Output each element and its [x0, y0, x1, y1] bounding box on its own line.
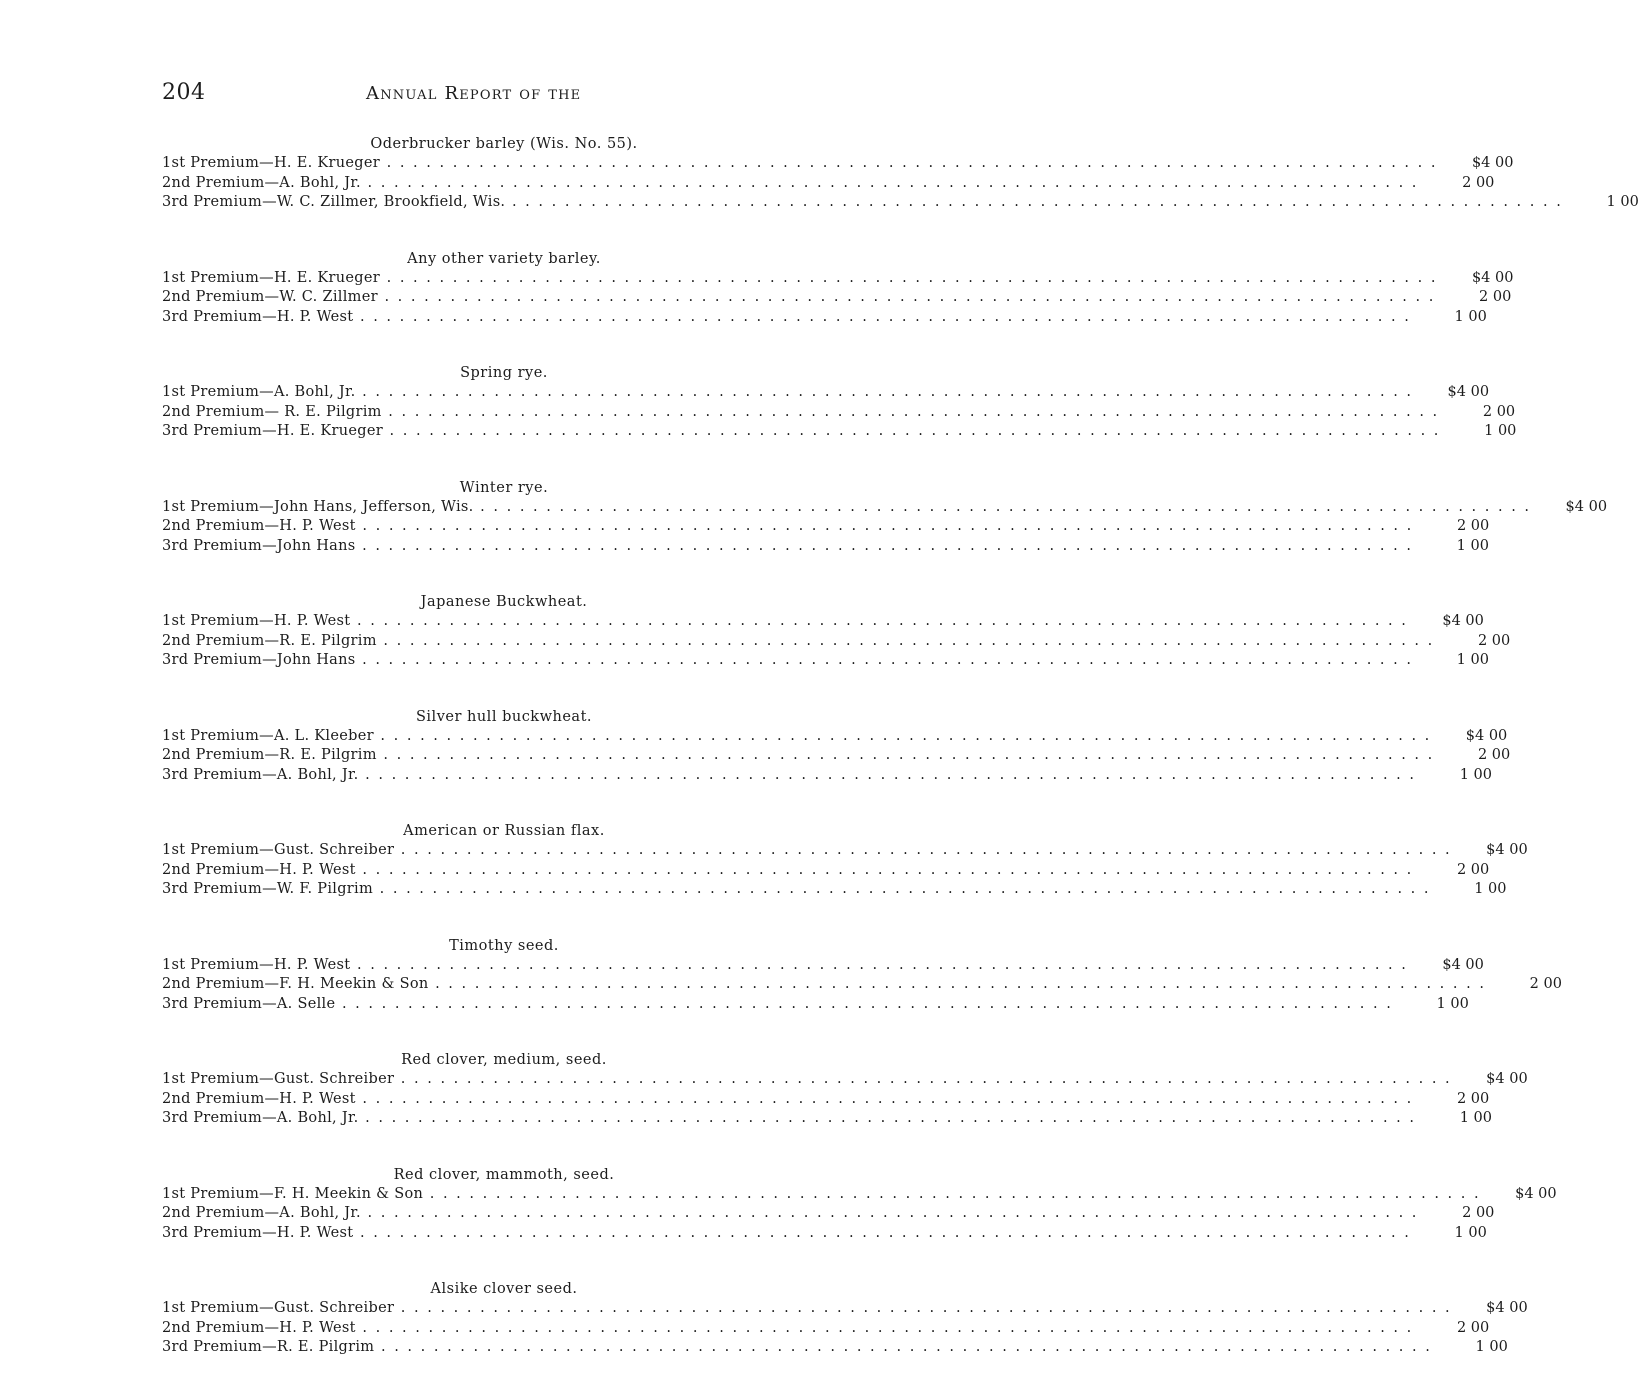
premium-amount: 1 00: [1459, 1110, 1492, 1126]
premium-row: [162, 1090, 1490, 1110]
premium-section: [162, 478, 1608, 557]
premium-amount: 1 00: [1436, 995, 1469, 1012]
premium-entry-text: 1st Premium—Gust. Schreiber: [162, 842, 395, 858]
premium-entry: [162, 1319, 1443, 1339]
premium-amount: 1 00: [1456, 537, 1489, 554]
premium-amount: 2 00: [1456, 861, 1490, 878]
premium-entry-text: 1st Premium—H. E. Krueger: [162, 269, 380, 286]
premium-entry: [162, 383, 1443, 403]
dot-leader: . . . . . . . . . . . . . . . . . . . . . . . . . . . . . . . . . . . . . . . . . . . . . . . . . . . . . . . . . . . . . . . . . . . . . . . . . . . . . . . .: [353, 308, 1411, 325]
premium-entry: [162, 288, 1465, 308]
premium-amount: 2 00: [1456, 1090, 1490, 1107]
premium-entry-text: 2nd Premium—H. P. West: [162, 1319, 356, 1336]
premium-entry-text: 3rd Premium—W. F. Pilgrim: [162, 881, 374, 897]
section-title: Any other variety barley.: [407, 250, 601, 267]
section-title: Alsike clover seed.: [430, 1281, 578, 1297]
premium-amount: $4 00: [1447, 384, 1490, 400]
premium-entry: [162, 861, 1443, 881]
premium-entry: [162, 612, 1438, 632]
section-title: American or Russian flax.: [403, 823, 605, 839]
dot-leader: . . . . . . . . . . . . . . . . . . . . . . . . . . . . . . . . . . . . . . . . . . . . . . . . . . . . . . . . . . . . . . . . . . . . . . . . . . . . . . . .: [360, 1205, 1419, 1221]
premium-entry-text: 3rd Premium—W. C. Zillmer, Brookfield, Wis.: [162, 194, 506, 210]
premium-entry: [162, 1185, 1511, 1205]
premium-section: [162, 936, 1562, 1015]
premium-entry-text: 1st Premium—Gust. Schreiber: [162, 1071, 395, 1087]
dot-leader: . . . . . . . . . . . . . . . . . . . . . . . . . . . . . . . . . . . . . . . . . . . . . . . . . . . . . . . . . . . . . . . . . . . . . . . . . . . . . . . .: [358, 1110, 1416, 1126]
dot-leader: . . . . . . . . . . . . . . . . . . . . . . . . . . . . . . . . . . . . . . . . . . . . . . . . . . . . . . . . . . . . . . . . . . . . . . . . . . . . . . . .: [377, 289, 1436, 305]
premium-amount: 1 00: [1456, 652, 1489, 668]
premium-entry: [162, 841, 1482, 861]
dot-leader: . . . . . . . . . . . . . . . . . . . . . . . . . . . . . . . . . . . . . . . . . . . . . . . . . . . . . . . . . . . . . . . . . . . . . . . . . . . . . . . .: [423, 1185, 1481, 1202]
premium-amount: 2 00: [1456, 1319, 1490, 1336]
premium-entry: [162, 1204, 1448, 1224]
premium-entry: [162, 517, 1443, 537]
premium-amount: 2 00: [1479, 289, 1512, 305]
premium-entry-text: 1st Premium—A. L. Kleeber: [162, 727, 374, 744]
section-title: Japanese Buckwheat.: [420, 594, 588, 610]
premium-entry-text: 3rd Premium—H. E. Krueger: [162, 423, 383, 439]
premium-amount: 2 00: [1477, 632, 1511, 649]
page-number: 204: [162, 80, 206, 105]
premium-entry: [162, 1224, 1441, 1244]
dot-leader: . . . . . . . . . . . . . . . . . . . . . . . . . . . . . . . . . . . . . . . . . . . . . . . . . . . . . . . . . . . . . . . . . . . . . . . . . . . . . . . .: [358, 766, 1416, 783]
premium-amount: 1 00: [1475, 1339, 1508, 1355]
premium-amount: 2 00: [1477, 747, 1511, 763]
dot-leader: . . . . . . . . . . . . . . . . . . . . . . . . . . . . . . . . . . . . . . . . . . . . . . . . . . . . . . . . . . . . . . . . . . . . . . . . . . . . . . . .: [505, 194, 1563, 210]
premium-row: [162, 422, 1517, 442]
dot-leader: . . . . . . . . . . . . . . . . . . . . . . . . . . . . . . . . . . . . . . . . . . . . . . . . . . . . . . . . . . . . . . . . . . . . . . . . . . . . . . . .: [355, 537, 1413, 554]
premium-entry: [162, 193, 1593, 213]
premium-entry-text: 2nd Premium—R. E. Pilgrim: [162, 747, 377, 763]
premium-amount: $4 00: [1471, 269, 1514, 286]
premium-entry-text: 2nd Premium—A. Bohl, Jr.: [162, 174, 361, 191]
premium-amount: 2 00: [1529, 976, 1562, 992]
dot-leader: . . . . . . . . . . . . . . . . . . . . . . . . . . . . . . . . . . . . . . . . . . . . . . . . . . . . . . . . . . . . . . . . . . . . . . . . . . . . . . . .: [376, 747, 1435, 763]
premium-amount: $4 00: [1565, 498, 1608, 515]
premium-entry-text: 3rd Premium—John Hans: [162, 537, 356, 554]
premium-row: [162, 1299, 1528, 1319]
section-title: Red clover, medium, seed.: [401, 1052, 607, 1068]
premium-row: [162, 193, 1639, 213]
premium-row: [162, 1204, 1495, 1224]
dot-leader: . . . . . . . . . . . . . . . . . . . . . . . . . . . . . . . . . . . . . . . . . . . . . . . . . . . . . . . . . . . . . . . . . . . . . . . . . . . . . . . .: [373, 881, 1431, 897]
premium-entry: [162, 1109, 1446, 1129]
premium-section: [162, 363, 1517, 442]
premium-row: [162, 1109, 1492, 1129]
dot-leader: . . . . . . . . . . . . . . . . . . . . . . . . . . . . . . . . . . . . . . . . . . . . . . . . . . . . . . . . . . . . . . . . . . . . . . . . . . . . . . . .: [355, 384, 1414, 400]
premium-amount: $4 00: [1442, 613, 1484, 629]
premium-entry: [162, 746, 1464, 766]
dot-leader: . . . . . . . . . . . . . . . . . . . . . . . . . . . . . . . . . . . . . . . . . . . . . . . . . . . . . . . . . . . . . . . . . . . . . . . . . . . . . . . .: [373, 727, 1432, 744]
premium-entry: [162, 766, 1446, 786]
premium-row: [162, 612, 1484, 632]
premium-entry-text: 1st Premium—H. P. West: [162, 956, 351, 973]
premium-row: [162, 746, 1511, 766]
premium-entry-text: 3rd Premium—R. E. Pilgrim: [162, 1339, 375, 1355]
premium-amount: 2 00: [1482, 403, 1516, 420]
premium-entry: [162, 174, 1448, 194]
premium-row: [162, 727, 1508, 747]
premium-row: [162, 1224, 1487, 1244]
dot-leader: . . . . . . . . . . . . . . . . . . . . . . . . . . . . . . . . . . . . . . . . . . . . . . . . . . . . . . . . . . . . . . . . . . . . . . . . . . . . . . . .: [428, 976, 1486, 992]
dot-leader: . . . . . . . . . . . . . . . . . . . . . . . . . . . . . . . . . . . . . . . . . . . . . . . . . . . . . . . . . . . . . . . . . . . . . . . . . . . . . . . .: [355, 1090, 1414, 1107]
dot-leader: . . . . . . . . . . . . . . . . . . . . . . . . . . . . . . . . . . . . . . . . . . . . . . . . . . . . . . . . . . . . . . . . . . . . . . . . . . . . . . . .: [353, 1224, 1411, 1241]
premium-amount: 2 00: [1456, 518, 1490, 534]
premium-row: [162, 269, 1514, 289]
premium-amount: $4 00: [1486, 1300, 1528, 1316]
premium-amount: $4 00: [1465, 727, 1508, 744]
premium-amount: $4 00: [1486, 1071, 1528, 1087]
page-header: [162, 80, 816, 110]
premium-entry-text: 2nd Premium—W. C. Zillmer: [162, 289, 378, 305]
premium-entry: [162, 651, 1443, 671]
premium-row: [162, 880, 1507, 900]
dot-leader: . . . . . . . . . . . . . . . . . . . . . . . . . . . . . . . . . . . . . . . . . . . . . . . . . . . . . . . . . . . . . . . . . . . . . . . . . . . . . . . .: [360, 174, 1419, 191]
premium-amount: 1 00: [1606, 194, 1639, 210]
dot-leader: . . . . . . . . . . . . . . . . . . . . . . . . . . . . . . . . . . . . . . . . . . . . . . . . . . . . . . . . . . . . . . . . . . . . . . . . . . . . . . . .: [355, 861, 1414, 878]
premium-row: [162, 1319, 1490, 1339]
dot-leader: . . . . . . . . . . . . . . . . . . . . . . . . . . . . . . . . . . . . . . . . . . . . . . . . . . . . . . . . . . . . . . . . . . . . . . . . . . . . . . . .: [394, 1300, 1452, 1316]
dot-leader: . . . . . . . . . . . . . . . . . . . . . . . . . . . . . . . . . . . . . . . . . . . . . . . . . . . . . . . . . . . . . . . . . . . . . . . . . . . . . . . .: [355, 652, 1413, 668]
premium-entry: [162, 975, 1516, 995]
premium-amount: 2 00: [1462, 1205, 1495, 1221]
premium-section: [162, 134, 1639, 213]
premium-entry-text: 1st Premium—Gust. Schreiber: [162, 1300, 395, 1316]
premium-entry: [162, 880, 1461, 900]
section-title: Silver hull buckwheat.: [415, 708, 593, 725]
premium-entry-text: 2nd Premium—A. Bohl, Jr.: [162, 1205, 361, 1221]
premium-entry-text: 3rd Premium—A. Selle: [162, 995, 336, 1012]
premium-amount: $4 00: [1486, 842, 1528, 858]
premium-entry-text: 3rd Premium—A. Bohl, Jr.: [162, 1110, 359, 1126]
premium-entry-text: 1st Premium—H. E. Krueger: [162, 155, 380, 171]
premium-entry-text: 3rd Premium—John Hans: [162, 652, 356, 668]
dot-leader: . . . . . . . . . . . . . . . . . . . . . . . . . . . . . . . . . . . . . . . . . . . . . . . . . . . . . . . . . . . . . . . . . . . . . . . . . . . . . . . .: [355, 1319, 1414, 1336]
premium-row: [162, 498, 1608, 518]
premium-amount: 1 00: [1484, 423, 1517, 439]
premium-amount: 1 00: [1459, 766, 1492, 783]
dot-leader: . . . . . . . . . . . . . . . . . . . . . . . . . . . . . . . . . . . . . . . . . . . . . . . . . . . . . . . . . . . . . . . . . . . . . . . . . . . . . . . .: [350, 613, 1408, 629]
premium-row: [162, 632, 1511, 652]
premium-amount: 1 00: [1454, 1224, 1487, 1241]
premium-entry-text: 1st Premium—F. H. Meekin & Son: [162, 1185, 424, 1202]
premium-row: [162, 1338, 1508, 1358]
premium-amount: $4 00: [1471, 155, 1514, 171]
dot-leader: . . . . . . . . . . . . . . . . . . . . . . . . . . . . . . . . . . . . . . . . . . . . . . . . . . . . . . . . . . . . . . . . . . . . . . . . . . . . . . . .: [376, 632, 1435, 649]
premium-row: [162, 651, 1489, 671]
dot-leader: . . . . . . . . . . . . . . . . . . . . . . . . . . . . . . . . . . . . . . . . . . . . . . . . . . . . . . . . . . . . . . . . . . . . . . . . . . . . . . . .: [380, 269, 1438, 286]
premium-entry-text: 2nd Premium—H. P. West: [162, 1090, 356, 1107]
section-title: Timothy seed.: [449, 937, 559, 954]
dot-leader: . . . . . . . . . . . . . . . . . . . . . . . . . . . . . . . . . . . . . . . . . . . . . . . . . . . . . . . . . . . . . . . . . . . . . . . . . . . . . . . .: [394, 842, 1452, 858]
premium-entry: [162, 995, 1423, 1015]
dot-leader: . . . . . . . . . . . . . . . . . . . . . . . . . . . . . . . . . . . . . . . . . . . . . . . . . . . . . . . . . . . . . . . . . . . . . . . . . . . . . . . .: [382, 423, 1441, 439]
premium-entry: [162, 1299, 1482, 1319]
dot-leader: . . . . . . . . . . . . . . . . . . . . . . . . . . . . . . . . . . . . . . . . . . . . . . . . . . . . . . . . . . . . . . . . . . . . . . . . . . . . . . . .: [350, 956, 1408, 973]
premium-entry-text: 2nd Premium—H. P. West: [162, 861, 356, 878]
premium-entry: [162, 632, 1464, 652]
premium-entry: [162, 956, 1438, 976]
premium-entry-text: 2nd Premium—R. E. Pilgrim: [162, 632, 377, 649]
premium-entry: [162, 422, 1470, 442]
section-title: Winter rye.: [459, 479, 549, 496]
dot-leader: . . . . . . . . . . . . . . . . . . . . . . . . . . . . . . . . . . . . . . . . . . . . . . . . . . . . . . . . . . . . . . . . . . . . . . . . . . . . . . . .: [355, 518, 1414, 534]
premium-entry: [162, 154, 1467, 174]
premium-row: [162, 1070, 1528, 1090]
dot-leader: . . . . . . . . . . . . . . . . . . . . . . . . . . . . . . . . . . . . . . . . . . . . . . . . . . . . . . . . . . . . . . . . . . . . . . . . . . . . . . . .: [381, 403, 1440, 420]
section-title: Red clover, mammoth, seed.: [393, 1166, 615, 1183]
premium-row: [162, 956, 1484, 976]
premium-row: [162, 383, 1490, 403]
premium-entry: [162, 537, 1443, 557]
premium-row: [162, 1185, 1557, 1205]
premium-row: [162, 174, 1495, 194]
premium-row: [162, 537, 1489, 557]
premium-entry-text: 2nd Premium—H. P. West: [162, 518, 356, 534]
premium-amount: 1 00: [1474, 881, 1507, 897]
premium-section: [162, 1050, 1528, 1129]
premium-row: [162, 861, 1490, 881]
premium-amount: 1 00: [1454, 308, 1487, 325]
premium-section: [162, 821, 1528, 900]
premium-entry-text: 1st Premium—A. Bohl, Jr.: [162, 384, 356, 400]
premium-entry-text: 1st Premium—H. P. West: [162, 613, 351, 629]
premium-entry: [162, 308, 1441, 328]
dot-leader: . . . . . . . . . . . . . . . . . . . . . . . . . . . . . . . . . . . . . . . . . . . . . . . . . . . . . . . . . . . . . . . . . . . . . . . . . . . . . . . .: [394, 1071, 1452, 1087]
premium-entry-text: 3rd Premium—H. P. West: [162, 308, 354, 325]
premium-section: [162, 1279, 1528, 1358]
premium-row: [162, 841, 1528, 861]
premium-entry-text: 1st Premium—John Hans, Jefferson, Wis.: [162, 498, 474, 515]
premium-entry-text: 3rd Premium—A. Bohl, Jr.: [162, 766, 359, 783]
dot-leader: . . . . . . . . . . . . . . . . . . . . . . . . . . . . . . . . . . . . . . . . . . . . . . . . . . . . . . . . . . . . . . . . . . . . . . . . . . . . . . . .: [380, 155, 1438, 171]
premium-entry-text: 2nd Premium—F. H. Meekin & Son: [162, 976, 429, 992]
premium-section: [162, 707, 1511, 786]
section-title: Oderbrucker barley (Wis. No. 55).: [370, 136, 638, 152]
dot-leader: . . . . . . . . . . . . . . . . . . . . . . . . . . . . . . . . . . . . . . . . . . . . . . . . . . . . . . . . . . . . . . . . . . . . . . . . . . . . . . . .: [335, 995, 1393, 1012]
premium-amount: 2 00: [1462, 174, 1495, 191]
premium-entry: [162, 727, 1461, 747]
premium-entry: [162, 403, 1469, 423]
premium-row: [162, 154, 1514, 174]
premium-entry: [162, 269, 1467, 289]
premium-row: [162, 517, 1490, 537]
premium-entry: [162, 1070, 1482, 1090]
running-head: Annual Report of the: [366, 83, 582, 104]
premium-amount: $4 00: [1515, 1185, 1557, 1202]
premium-row: [162, 975, 1562, 995]
section-title: Spring rye.: [460, 365, 548, 381]
premium-entry: [162, 498, 1561, 518]
premium-entry: [162, 1090, 1443, 1110]
premium-row: [162, 995, 1469, 1015]
premium-row: [162, 766, 1492, 786]
premium-section: [162, 249, 1514, 328]
premium-section: [162, 592, 1511, 671]
premium-entry-text: 2nd Premium— R. E. Pilgrim: [162, 403, 382, 420]
premium-row: [162, 403, 1516, 423]
premium-section: [162, 1165, 1557, 1244]
premium-entry: [162, 1338, 1462, 1358]
dot-leader: . . . . . . . . . . . . . . . . . . . . . . . . . . . . . . . . . . . . . . . . . . . . . . . . . . . . . . . . . . . . . . . . . . . . . . . . . . . . . . . .: [374, 1339, 1432, 1355]
premium-amount: $4 00: [1442, 956, 1484, 973]
premium-row: [162, 288, 1512, 308]
premium-entry-text: 3rd Premium—H. P. West: [162, 1224, 354, 1241]
premium-list: [162, 134, 1639, 1394]
dot-leader: . . . . . . . . . . . . . . . . . . . . . . . . . . . . . . . . . . . . . . . . . . . . . . . . . . . . . . . . . . . . . . . . . . . . . . . . . . . . . . . .: [473, 498, 1532, 515]
premium-row: [162, 308, 1487, 328]
